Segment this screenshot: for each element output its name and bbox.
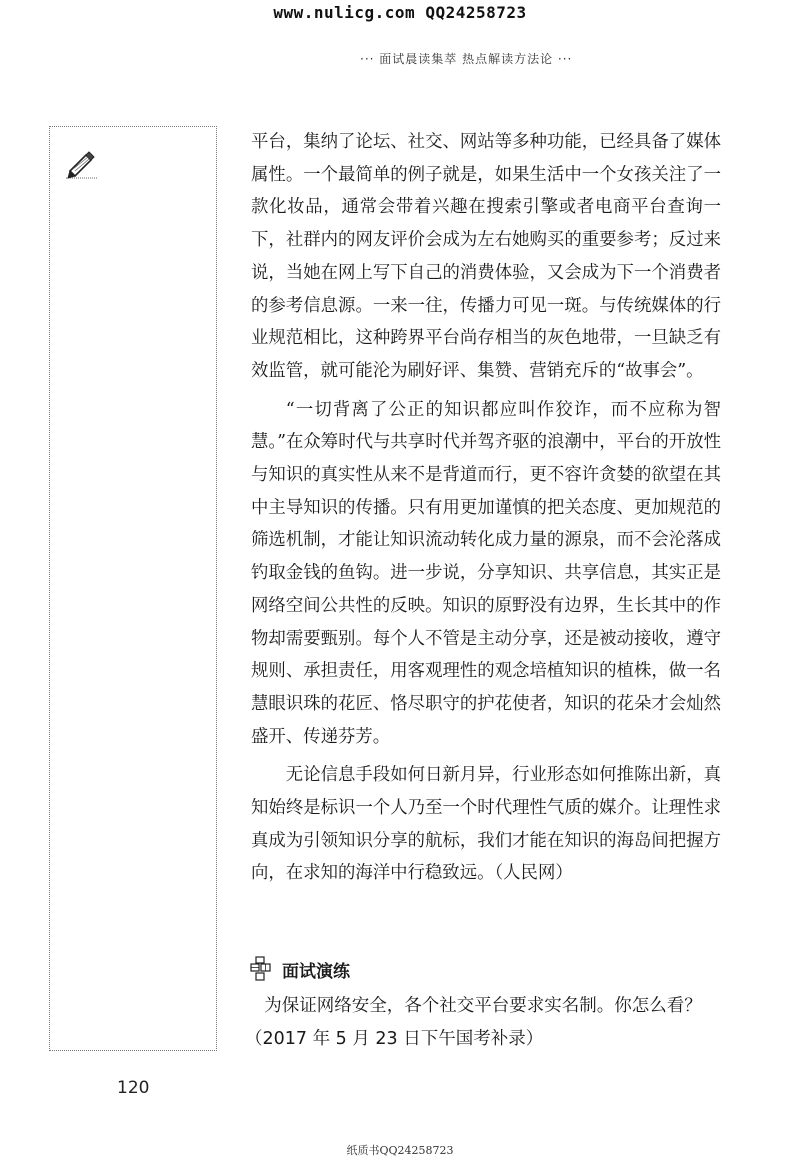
page-number: 120 (117, 1078, 150, 1098)
paragraph: 平台，集纳了论坛、社交、网站等多种功能，已经具备了媒体属性。一个最简单的例子就是，如果生活中一个女孩关注了一款化妆品，通常会带着兴趣在搜索引擎或者电商平台查询一下，社群内的网友评价会成为左右她购买的重要参考；反过来说，当她在网上写下自己的消费体验，又会成为下一个消费者的参考信息源。一来一往，传播力可见一斑。与传统媒体的行业规范相比，这种跨界平台尚存相当的灰色地带，一旦缺乏有效监管，就可能沦为刷好评、集赞、营销充斥的“故事会”。 (251, 132, 721, 381)
watermark-url: www.nulicg.com QQ24258723 (273, 3, 527, 22)
exercise-source: （2017 年 5 月 23 日下午国考补录） (245, 1029, 544, 1049)
article-body (251, 126, 721, 896)
paragraph: “一切背离了公正的知识都应叫作狡诈，而不应称为智慧。”在众筹时代与共享时代并驾齐驱的浪潮中，平台的开放性与知识的真实性从来不是背道而行，更不容许贪婪的欲望在其中主导知识的传播。只有用更加谨慎的把关态度、更加规范的筛选机制，才能让知识流动转化成力量的源泉，而不会沦落成钓取金钱的鱼钩。进一步说，分享知识、共享信息，其实正是网络空间公共性的反映。知识的原野没有边界，生长其中的作物却需要甄别。每个人不管是主动分享，还是被动接收，遵守规则、承担责任，用客观理性的观念培植知识的植株，做一名慧眼识珠的花匠、恪尽职守的护花使者，知识的花朵才会灿然盛开、传递芬芳。 (251, 399, 721, 747)
section-heading (250, 956, 350, 982)
section-title: 面试演练 (282, 961, 350, 982)
paragraph: 无论信息手段如何日新月异，行业形态如何推陈出新，真知始终是标识一个人乃至一个时代理性气质的媒介。让理性求真成为引领知识分享的航标，我们才能在知识的海岛间把握方向，在求知的海洋中行稳致远。（人民网） (251, 765, 721, 884)
notes-box (49, 126, 217, 1051)
grid-icon (250, 956, 272, 982)
exercise-question: 为保证网络安全，各个社交平台要求实名制。你怎么看？ (264, 996, 702, 1016)
running-header: ··· 面试晨读集萃 热点解读方法论 ··· (360, 52, 573, 66)
exercise-block (245, 990, 725, 1056)
footer-note: 纸质书QQ24258723 (346, 1144, 454, 1157)
pen-icon (64, 149, 98, 179)
